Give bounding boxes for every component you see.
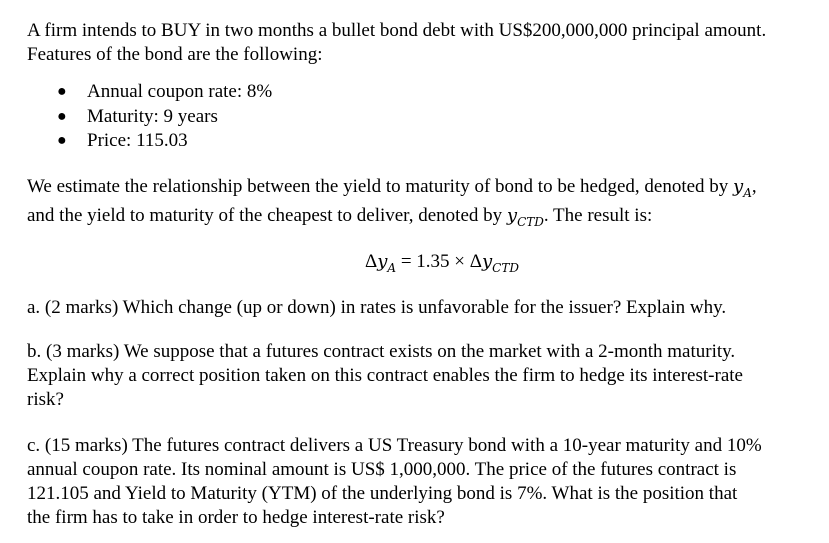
- feature-price: Price: 115.03: [87, 130, 188, 151]
- yield-ctd-subscript: CTD: [517, 215, 544, 230]
- yield-a-subscript: A: [743, 185, 752, 200]
- list-item: [27, 129, 817, 154]
- formula-lhs-var: y: [377, 251, 388, 273]
- question-a-text: a. (2 marks) Which change (up or down) in rates is unfavorable for the issuer? Explain why.: [27, 296, 727, 318]
- question-a: [27, 296, 817, 320]
- question-b-line-1: b. (3 marks) We suppose that a futures contract exists on the market with a 2-month maturity.: [27, 340, 736, 362]
- feature-maturity: Maturity: 9 years: [87, 105, 218, 127]
- intro-line-2: Features of the bond are the following:: [27, 44, 323, 65]
- relation-line-2-text: and the yield to maturity of the cheapest to deliver, denoted by: [27, 205, 507, 227]
- formula-rhs-delta: Δ: [469, 251, 482, 273]
- formula-rhs-sub: CTD: [492, 260, 519, 275]
- list-item: [27, 105, 817, 130]
- relation-line-2-end: . The result is:: [543, 205, 653, 227]
- question-c-line-4: the firm has to take in order to hedge interest-rate risk?: [27, 506, 445, 528]
- formula-lhs-sub: A: [387, 260, 397, 275]
- question-b-line-2: Explain why a correct position taken on this contract enables the firm to hedge its interest-rate: [27, 364, 743, 386]
- formula-rhs-var: y: [481, 251, 493, 273]
- question-c-line-3: 121.105 and Yield to Maturity (YTM) of the underlying bond is 7%. What is the position that: [27, 482, 738, 504]
- relation-line-1-end: ,: [751, 175, 757, 197]
- yield-a-variable: y: [733, 175, 744, 197]
- yield-ctd-variable: y: [506, 205, 518, 227]
- document-page: [27, 19, 817, 530]
- formula-middle: = 1.35 ×: [396, 251, 470, 273]
- relation-paragraph: [27, 175, 817, 235]
- bullet-icon: ●: [57, 107, 67, 125]
- intro-paragraph: [27, 19, 817, 67]
- formula-lhs-delta: Δ: [365, 251, 378, 273]
- question-c: [27, 434, 817, 530]
- question-b: [27, 340, 817, 412]
- bullet-icon: ●: [57, 83, 67, 100]
- features-list: [27, 80, 817, 154]
- bullet-icon: ●: [57, 132, 67, 149]
- question-b-line-3: risk?: [27, 388, 64, 410]
- relation-line-1-text: We estimate the relationship between the yield to maturity of bond to be hedged, denoted by: [27, 175, 734, 197]
- list-item: [27, 80, 817, 105]
- feature-coupon-rate: Annual coupon rate: 8%: [87, 81, 273, 102]
- hedge-ratio-formula: [27, 250, 817, 280]
- intro-line-1: A firm intends to BUY in two months a bullet bond debt with US$200,000,000 principal amount.: [27, 20, 767, 41]
- question-c-line-2: annual coupon rate. Its nominal amount is US$ 1,000,000. The price of the futures contract is: [27, 458, 737, 480]
- question-c-line-1: c. (15 marks) The futures contract delivers a US Treasury bond with a 10-year maturity and 10%: [27, 434, 762, 456]
